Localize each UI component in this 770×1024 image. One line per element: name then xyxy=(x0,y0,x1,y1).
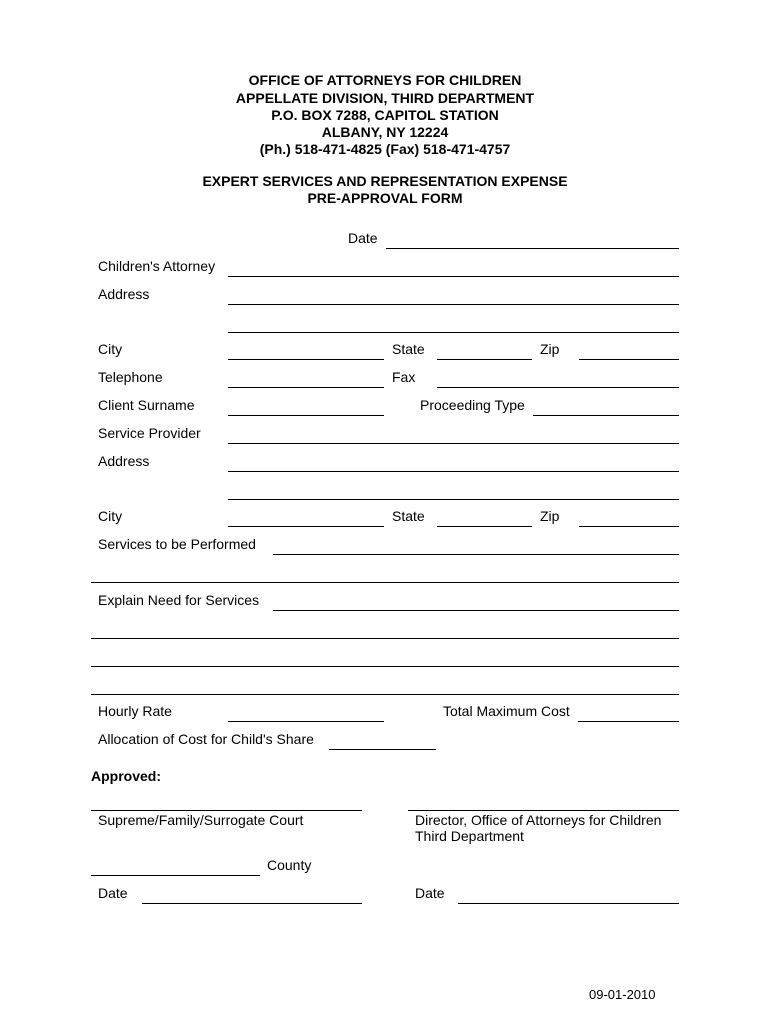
attorney-city-label: City xyxy=(98,341,123,357)
proceeding-type-label: Proceeding Type xyxy=(420,397,525,413)
date-field[interactable] xyxy=(386,248,679,249)
client-surname-field[interactable] xyxy=(228,415,384,416)
court-signature-line[interactable] xyxy=(91,810,362,811)
childrens-attorney-label: Children's Attorney xyxy=(98,258,216,274)
services-to-be-performed-label: Services to be Performed xyxy=(98,536,256,552)
form-title: EXPERT SERVICES AND REPRESENTATION EXPENSE xyxy=(202,173,568,189)
court-label: Supreme/Family/Surrogate Court xyxy=(98,812,304,828)
provider-zip-label: Zip xyxy=(540,508,560,524)
revision-date: 09-01-2010 xyxy=(589,987,656,1002)
hourly-rate-field[interactable] xyxy=(228,721,384,722)
approved-heading: Approved: xyxy=(91,768,161,784)
provider-state-label: State xyxy=(392,508,425,524)
proceeding-type-field[interactable] xyxy=(533,415,679,416)
childrens-attorney-field[interactable] xyxy=(228,276,679,277)
division-name: APPELLATE DIVISION, THIRD DEPARTMENT xyxy=(235,90,535,106)
hourly-rate-label: Hourly Rate xyxy=(98,703,172,719)
allocation-label: Allocation of Cost for Child's Share xyxy=(98,731,314,747)
attorney-state-field[interactable] xyxy=(437,359,532,360)
director-date-label: Date xyxy=(415,885,445,901)
provider-zip-field[interactable] xyxy=(579,526,679,527)
director-signature-line[interactable] xyxy=(408,810,679,811)
provider-city-field[interactable] xyxy=(228,526,384,527)
office-name: OFFICE OF ATTORNEYS FOR CHILDREN xyxy=(248,72,522,88)
po-box: P.O. BOX 7288, CAPITOL STATION xyxy=(271,107,499,123)
services-to-be-performed-field-2[interactable] xyxy=(91,582,679,583)
explain-need-field-3[interactable] xyxy=(91,666,679,667)
services-to-be-performed-field-1[interactable] xyxy=(273,554,679,555)
county-label: County xyxy=(267,857,312,873)
provider-city-label: City xyxy=(98,508,123,524)
service-provider-field[interactable] xyxy=(228,443,679,444)
provider-address-field-1[interactable] xyxy=(228,471,679,472)
explain-need-field-4[interactable] xyxy=(91,694,679,695)
total-maximum-cost-field[interactable] xyxy=(578,721,679,722)
attorney-state-label: State xyxy=(392,341,425,357)
attorney-zip-label: Zip xyxy=(540,341,560,357)
court-date-field[interactable] xyxy=(142,903,362,904)
attorney-address-field-1[interactable] xyxy=(228,304,679,305)
attorney-zip-field[interactable] xyxy=(579,359,679,360)
attorney-city-field[interactable] xyxy=(228,359,384,360)
fax-label: Fax xyxy=(392,369,416,385)
client-surname-label: Client Surname xyxy=(98,397,195,413)
attorney-address-label: Address xyxy=(98,286,150,302)
telephone-label: Telephone xyxy=(98,369,163,385)
allocation-field[interactable] xyxy=(329,749,436,750)
provider-state-field[interactable] xyxy=(437,526,532,527)
service-provider-label: Service Provider xyxy=(98,425,201,441)
court-date-label: Date xyxy=(98,885,128,901)
fax-field[interactable] xyxy=(437,387,679,388)
provider-address-field-2[interactable] xyxy=(228,499,679,500)
telephone-field[interactable] xyxy=(228,387,384,388)
phone-fax: (Ph.) 518-471-4825 (Fax) 518-471-4757 xyxy=(259,141,511,157)
date-label: Date xyxy=(348,230,378,246)
city-state-zip: ALBANY, NY 12224 xyxy=(321,124,449,140)
explain-need-field-2[interactable] xyxy=(91,638,679,639)
total-maximum-cost-label: Total Maximum Cost xyxy=(443,703,570,719)
director-date-field[interactable] xyxy=(458,903,679,904)
provider-address-label: Address xyxy=(98,453,150,469)
county-field[interactable] xyxy=(91,875,260,876)
director-label: Director, Office of Attorneys for Children xyxy=(415,812,662,828)
explain-need-label: Explain Need for Services xyxy=(98,592,260,608)
form-subtitle: PRE-APPROVAL FORM xyxy=(307,190,463,206)
attorney-address-field-2[interactable] xyxy=(228,332,679,333)
director-department-label: Third Department xyxy=(415,828,524,844)
explain-need-field-1[interactable] xyxy=(273,610,679,611)
